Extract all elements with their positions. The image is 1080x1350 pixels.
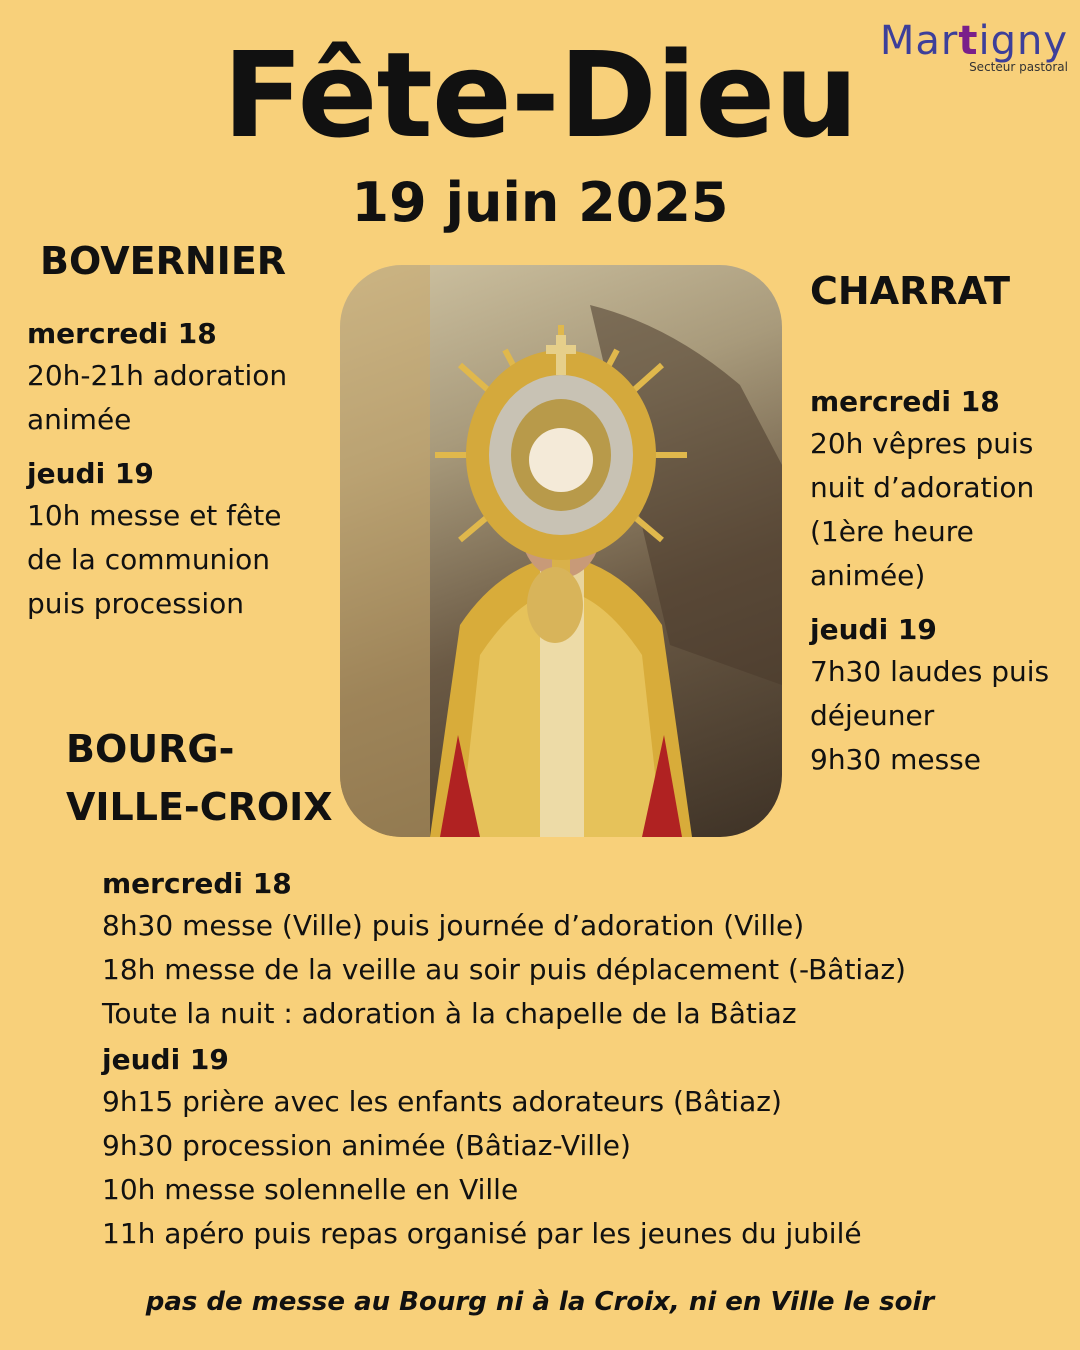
bovernier-day1: mercredi 18 (27, 317, 217, 350)
bovernier-day1-line: 20h-21h adoration (27, 359, 288, 392)
charrat-day2-line: 9h30 messe (810, 743, 981, 776)
bourg-heading-line1: BOURG- (66, 727, 235, 771)
event-date: 19 juin 2025 (351, 171, 729, 234)
bourg-schedule (102, 864, 1042, 1268)
bovernier-day1-line: animée (27, 403, 132, 436)
bourg-day2: jeudi 19 (102, 1043, 229, 1076)
charrat-day1-line: 20h vêpres puis (810, 427, 1034, 460)
charrat-section (810, 262, 1010, 320)
bourg-day1-line: 8h30 messe (Ville) puis journée d’adoration (Ville) (102, 909, 805, 942)
bovernier-day2-line: puis procession (27, 587, 245, 620)
charrat-day2: jeudi 19 (810, 613, 937, 646)
bovernier-day2-line: 10h messe et fête (27, 499, 282, 532)
bourg-day2-line: 9h30 procession animée (Bâtiaz-Ville) (102, 1129, 631, 1162)
bourg-day2-line: 11h apéro puis repas organisé par les jeunes du jubilé (102, 1217, 862, 1250)
charrat-schedule (810, 382, 1072, 794)
bourg-day2-line: 10h messe solennelle en Ville (102, 1173, 519, 1206)
monstrance-icon (340, 265, 782, 837)
bourg-heading-line2: VILLE-CROIX (66, 785, 333, 829)
martigny-logo (878, 18, 1068, 74)
charrat-day1-line: nuit d’adoration (810, 471, 1035, 504)
page-title: Fête-Dieu (222, 26, 858, 164)
charrat-day2-line: déjeuner (810, 699, 935, 732)
logo-wordmark: Martigny (879, 18, 1068, 64)
charrat-day1: mercredi 18 (810, 385, 1000, 418)
bourg-section (66, 720, 333, 836)
charrat-day2-line: 7h30 laudes puis (810, 655, 1050, 688)
bovernier-day2-line: de la communion (27, 543, 270, 576)
bourg-day1-line: 18h messe de la veille au soir puis déplacement (-Bâtiaz) (102, 953, 906, 986)
logo-subtitle: Secteur pastoral (969, 60, 1068, 74)
bovernier-schedule (27, 314, 337, 638)
bovernier-day2: jeudi 19 (27, 457, 154, 490)
charrat-day1-line: animée) (810, 559, 926, 592)
bourg-day2-line: 9h15 prière avec les enfants adorateurs (Bâtiaz) (102, 1085, 782, 1118)
bourg-day1-line: Toute la nuit : adoration à la chapelle de la Bâtiaz (102, 997, 797, 1030)
bovernier-heading: BOVERNIER (40, 239, 287, 283)
charrat-heading: CHARRAT (810, 269, 1011, 313)
charrat-day1-line: (1ère heure (810, 515, 974, 548)
monstrance-photo (340, 265, 782, 837)
bourg-day1: mercredi 18 (102, 867, 292, 900)
bovernier-section (40, 232, 286, 290)
footer-note: pas de messe au Bourg ni à la Croix, ni en Ville le soir (145, 1287, 935, 1317)
